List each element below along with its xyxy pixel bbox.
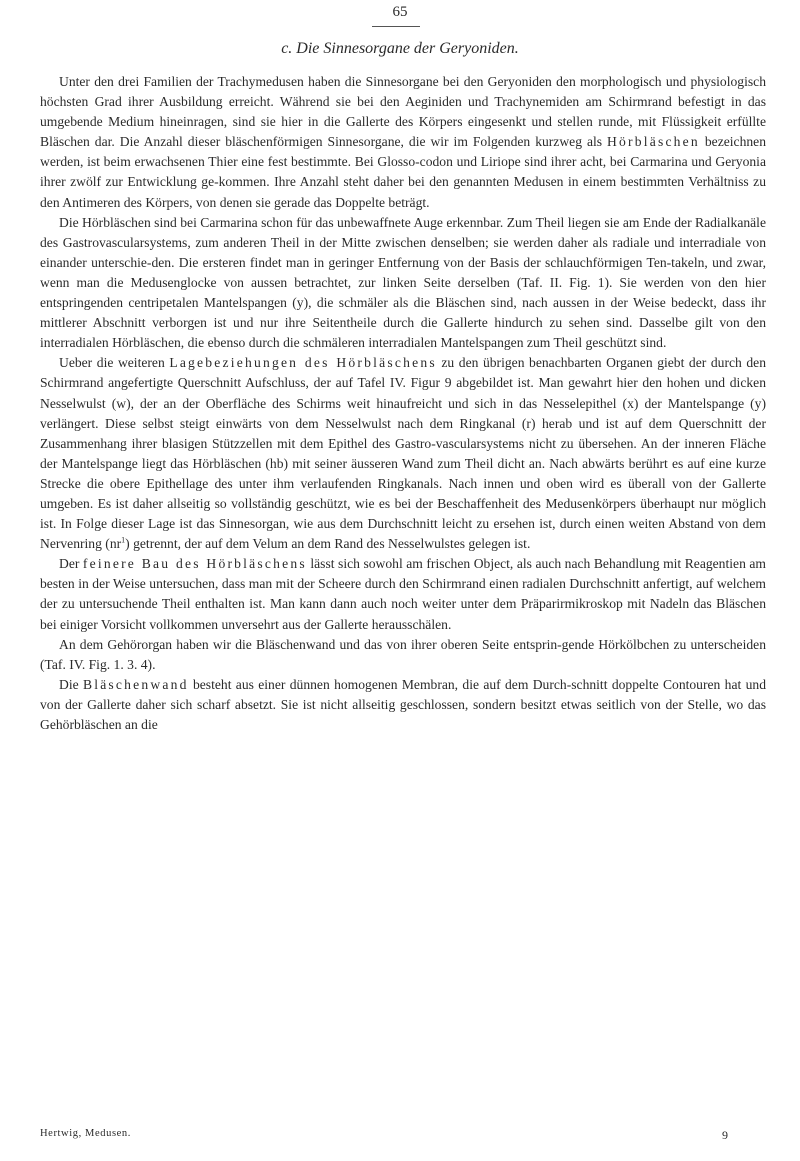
paragraph-3 [40, 353, 766, 554]
text-run: ) getrennt, der auf dem Velum an dem Rand des Nesselwulstes gelegen ist. [125, 536, 531, 552]
page-number: 65 [392, 4, 408, 20]
text-run: lässt sich sowohl am frischen Object, als auch nach Behandlung mit Reagentien am besten in der Weise untersuchen, dass man mit der Scheere durch den Schirmrand einen radialen Durchschnitt anfertigt, auf welchem der zu untersuchende Theil enthalten ist. Man kann dann auch noch weiter unter dem Präparirmikroskop mit Nadeln das Bläschen bei einiger Vorsicht vollkommen unversehrt aus der Gallerte herausschälen. [40, 556, 766, 632]
paragraph-1 [40, 72, 766, 213]
body-text [40, 72, 766, 735]
text-run: besteht aus einer dünnen homogenen Membran, die auf dem Durch-schnitt doppelte Contouren hat und von der Gallerte daher sich scharf absetzt. Sie ist nicht allseitig geschlossen, sondern besitzt etwas seitlich von der Stelle, wo das Gehörbläschen an die [40, 676, 766, 732]
header-rule [372, 26, 420, 27]
footer-sheet-number: 9 [722, 1128, 728, 1142]
paragraph-2 [40, 213, 766, 354]
section-title: c. Die Sinnesorgane der Geryoniden. [281, 40, 519, 57]
text-run: Die [59, 676, 83, 692]
text-run: Der [59, 556, 83, 572]
emphasized-term: Bläschenwand [82, 676, 189, 692]
text-run: Ueber die weiteren [59, 355, 170, 371]
paragraph-6 [40, 675, 766, 735]
text-run: Die Hörbläschen sind bei Carmarina schon für das unbewaffnete Auge erkennbar. Zum Theil liegen sie am Ende der Radialkanäle des Gastrovascularsystems, zum anderen Theil in der Mitte zwischen denselben; sie werden daher als radiale und interradiale von einander unterschie-den. Die ersteren findet man in geringer Entfernung von der Basis der schlauchförmigen Ten-takeln, und zwar, wenn man die Medusenglocke von aussen betrachtet, zur linken Seite derselben (Taf. II. Fig. 1). Sie werden von den hier entspringenden centripetalen Mantelspangen (y), die schmäler als die Bläschen sind, nach aussen in der Weise bedeckt, dass ihr mittlerer Abschnitt verborgen ist und nur ihre Seitentheile durch die Gallerte hindurch zu sehen sind. Dasselbe gilt von den interradialen Hörbläschen, die ebenso durch die schmäleren interradialen Mantelspangen zum Theil geschützt sind. [40, 214, 766, 351]
text-run: Unter den drei Familien der Trachymedusen haben die Sinnesorgane bei den Geryoniden den morphologisch und physiologisch höchsten Grad ihrer Ausbildung erreicht. Während sie bei den Aeginiden und Trachynemiden am Schirmrand befestigt in das umgebende Medium hineinragen, sind sie hier in die Gallerte des Körpers eingesenkt und stellen runde, mit Flüssigkeit erfüllte Bläschen dar. Die Anzahl dieser bläschenförmigen Sinnesorgane, die wir im Folgenden kurzweg als [40, 74, 766, 150]
paragraph-5 [40, 635, 766, 675]
footer-signature: Hertwig, Medusen. [40, 1128, 131, 1139]
paragraph-4 [40, 554, 766, 634]
text-run: zu den übrigen benachbarten Organen giebt der durch den Schirmrand angefertigte Querschnitt Aufschluss, der auf Tafel IV. Figur 9 abgebildet ist. Man gewahrt hier den hohen und dicken Nesselwulst (w), der an der Oberfläche des Schirms weit hinaufreicht und sich in das Nesselepithel (x) der Mantelspange (y) verlängert. Diese selbst steigt einwärts von dem Nesselwulst nach dem Ringkanal (r) herab und ist auf dem Querschnitt der Zusammenhang ihrer blasigen Stützzellen mit dem Epithel des Gastro-vascularsystems nicht zu übersehen. An der inneren Fläche der Mantelspange liegt das Hörbläschen (hb) mit seiner äusseren Wand zum Theil dicht an. Nach abwärts berührt es auf eine kurze Strecke die obere Epithellage des unter ihm verlaufenden Ringkanals. Nach innen und oben wird es überall von der Gallerte umgeben. Es ist daher allseitig so vollständig geschützt, wie es bei der Beschaffenheit des Medusenkörpers überhaupt nur möglich ist. In Folge dieser Lage ist das Sinnesorgan, wie aus dem Durchschnitt leicht zu ersehen ist, durch einen weiten Abstand von dem Nervenring (nr [40, 355, 766, 552]
emphasized-term: Lagebeziehungen des Hörbläschens [169, 355, 437, 371]
text-run: An dem Gehörorgan haben wir die Bläschenwand und das von ihrer oberen Seite entsprin-gende Hörkölbchen zu unterscheiden (Taf. IV. Fig. 1. 3. 4). [40, 636, 766, 672]
emphasized-term: Hörbläschen [607, 134, 700, 150]
emphasized-term: feinere Bau des Hörbläschens [82, 556, 307, 572]
footnote-marker: 1 [121, 535, 126, 545]
text-run: bezeichnen werden, ist beim erwachsenen Thier eine fest bestimmte. Bei Glosso-codon und Liriope sind ihrer acht, bei Carmarina und Geryonia ihrer zwölf zur Entwicklung ge-kommen. Ihre Anzahl steht daher bei den genannten Medusen in einem bestimmten Verhältniss zu den Antimeren des Körpers, von denen sie gerade das Doppelte beträgt. [40, 134, 767, 210]
